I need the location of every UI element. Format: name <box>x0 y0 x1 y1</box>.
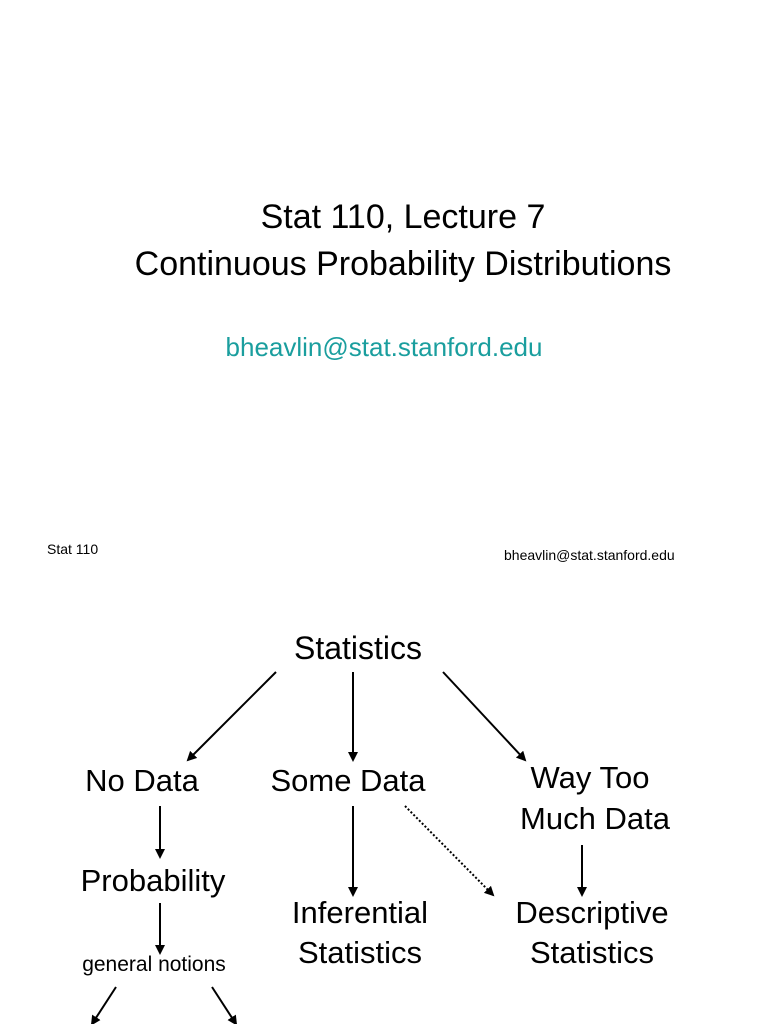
node-probability: Probability <box>80 863 226 898</box>
arrow-general-notions-left <box>92 987 116 1024</box>
node-descriptive-line1: Descriptive <box>515 895 669 930</box>
node-descriptive-line2: Statistics <box>529 935 655 970</box>
arrow-statistics-to-way-too-much-data <box>443 672 525 760</box>
author-email[interactable]: bheavlin@stat.stanford.edu <box>225 332 543 362</box>
node-statistics: Statistics <box>293 630 423 666</box>
node-general-notions: general notions <box>82 953 226 976</box>
arrow-statistics-to-no-data <box>188 672 276 760</box>
arrow-some-data-to-descriptive-dotted <box>405 806 493 895</box>
node-way-too-much-line1: Way Too <box>530 760 650 795</box>
node-way-too-much-line2: Much Data <box>520 801 670 836</box>
node-inferential-line2: Statistics <box>297 935 423 970</box>
footer-course-label: Stat 110 <box>47 541 99 557</box>
arrow-general-notions-right <box>212 987 236 1024</box>
node-inferential-line1: Inferential <box>291 895 429 930</box>
footer-email: bheavlin@stat.stanford.edu <box>504 547 675 563</box>
node-some-data: Some Data <box>270 763 426 798</box>
title-line-2: Continuous Probability Distributions <box>134 245 672 283</box>
title-line-1: Stat 110, Lecture 7 <box>260 198 546 236</box>
node-no-data: No Data <box>85 763 199 798</box>
